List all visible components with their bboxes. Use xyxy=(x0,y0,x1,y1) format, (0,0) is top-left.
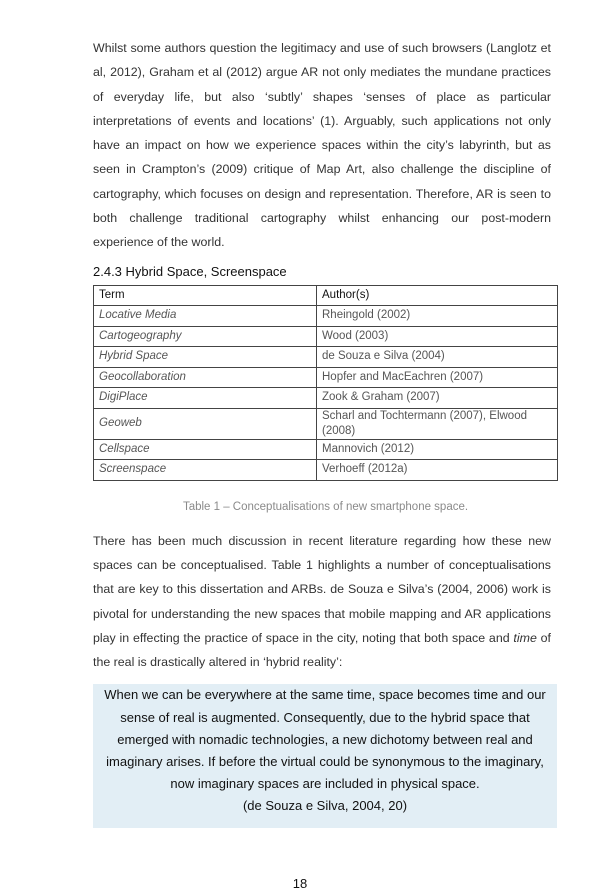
header-authors: Author(s) xyxy=(317,285,558,306)
document-page xyxy=(93,0,558,848)
authors-cell: Verhoeff (2012a) xyxy=(317,460,558,481)
table-row xyxy=(94,408,558,439)
quote-text: When we can be everywhere at the same time, space becomes time and our sense of real is augmented. Consequently, due to the hybrid space that emerged with nomadic technologies, a new dichotomy between real and imaginary arises. If before the virtual could be synonymous to the imaginary, now imaginary spaces are included in physical space. xyxy=(104,687,546,792)
table-header-row xyxy=(94,285,558,306)
quote-citation: (de Souza e Silva, 2004, 20) xyxy=(242,798,408,814)
table-row xyxy=(94,388,558,409)
authors-cell: Scharl and Tochtermann (2007), Elwood (2008) xyxy=(317,408,558,439)
authors-cell: Rheingold (2002) xyxy=(317,306,558,327)
table-row xyxy=(94,460,558,481)
authors-cell: de Souza e Silva (2004) xyxy=(317,347,558,368)
term-cell: Geocollaboration xyxy=(94,367,317,388)
conceptualisations-table xyxy=(93,285,558,481)
term-cell: Locative Media xyxy=(94,306,317,327)
authors-cell: Wood (2003) xyxy=(317,326,558,347)
table-row xyxy=(94,439,558,460)
term-cell: Hybrid Space xyxy=(94,347,317,368)
paragraph-text-end: of the real is drastically altered in ‘hybrid reality’: xyxy=(93,630,551,670)
body-paragraph-1: Whilst some authors question the legitimacy and use of such browsers (Langlotz et al, 2012), Graham et al (2012) argue AR not only mediates the mundane practices of everyday life, but also ‘subtly’ shapes ‘senses of place as particular interpretations of events and locations’ (1). Arguably, such applications not only have an impact on how we experience spaces within the city’s labyrinth, but as seen in Crampton’s (2009) critique of Map Art, also challenge the discipline of cartography, which focuses on design and representation. Therefore, AR is seen to both challenge traditional cartography whilst enhancing our post-modern experience of the world. xyxy=(93,41,551,250)
authors-cell: Zook & Graham (2007) xyxy=(317,388,558,409)
emphasis-text: time xyxy=(513,630,537,645)
body-paragraph-2 xyxy=(93,529,551,675)
table-row xyxy=(94,326,558,347)
authors-cell: Mannovich (2012) xyxy=(317,439,558,460)
table-row xyxy=(94,347,558,368)
table-row xyxy=(94,367,558,388)
section-heading: 2.4.3 Hybrid Space, Screenspace xyxy=(93,263,287,279)
table-caption: Table 1 – Conceptualisations of new smartphone space. xyxy=(182,500,469,513)
table-row xyxy=(94,306,558,327)
term-cell: DigiPlace xyxy=(94,388,317,409)
term-cell: Cellspace xyxy=(94,439,317,460)
header-term: Term xyxy=(94,285,317,306)
authors-cell: Hopfer and MacEachren (2007) xyxy=(317,367,558,388)
term-cell: Screenspace xyxy=(94,460,317,481)
term-cell: Geoweb xyxy=(94,408,317,439)
term-cell: Cartogeography xyxy=(94,326,317,347)
page-number: 18 xyxy=(292,875,308,891)
block-quote xyxy=(93,684,557,827)
paragraph-text: There has been much discussion in recent literature regarding how these new spaces can be conceptualised. Table 1 highlights a number of conceptualisations that are key to this dissertation and ARBs. de Souza e Silva’s (2004, 2006) work is pivotal for understanding the new spaces that mobile mapping and AR applications play in effecting the practice of space in the city, noting that both space and xyxy=(93,533,551,645)
